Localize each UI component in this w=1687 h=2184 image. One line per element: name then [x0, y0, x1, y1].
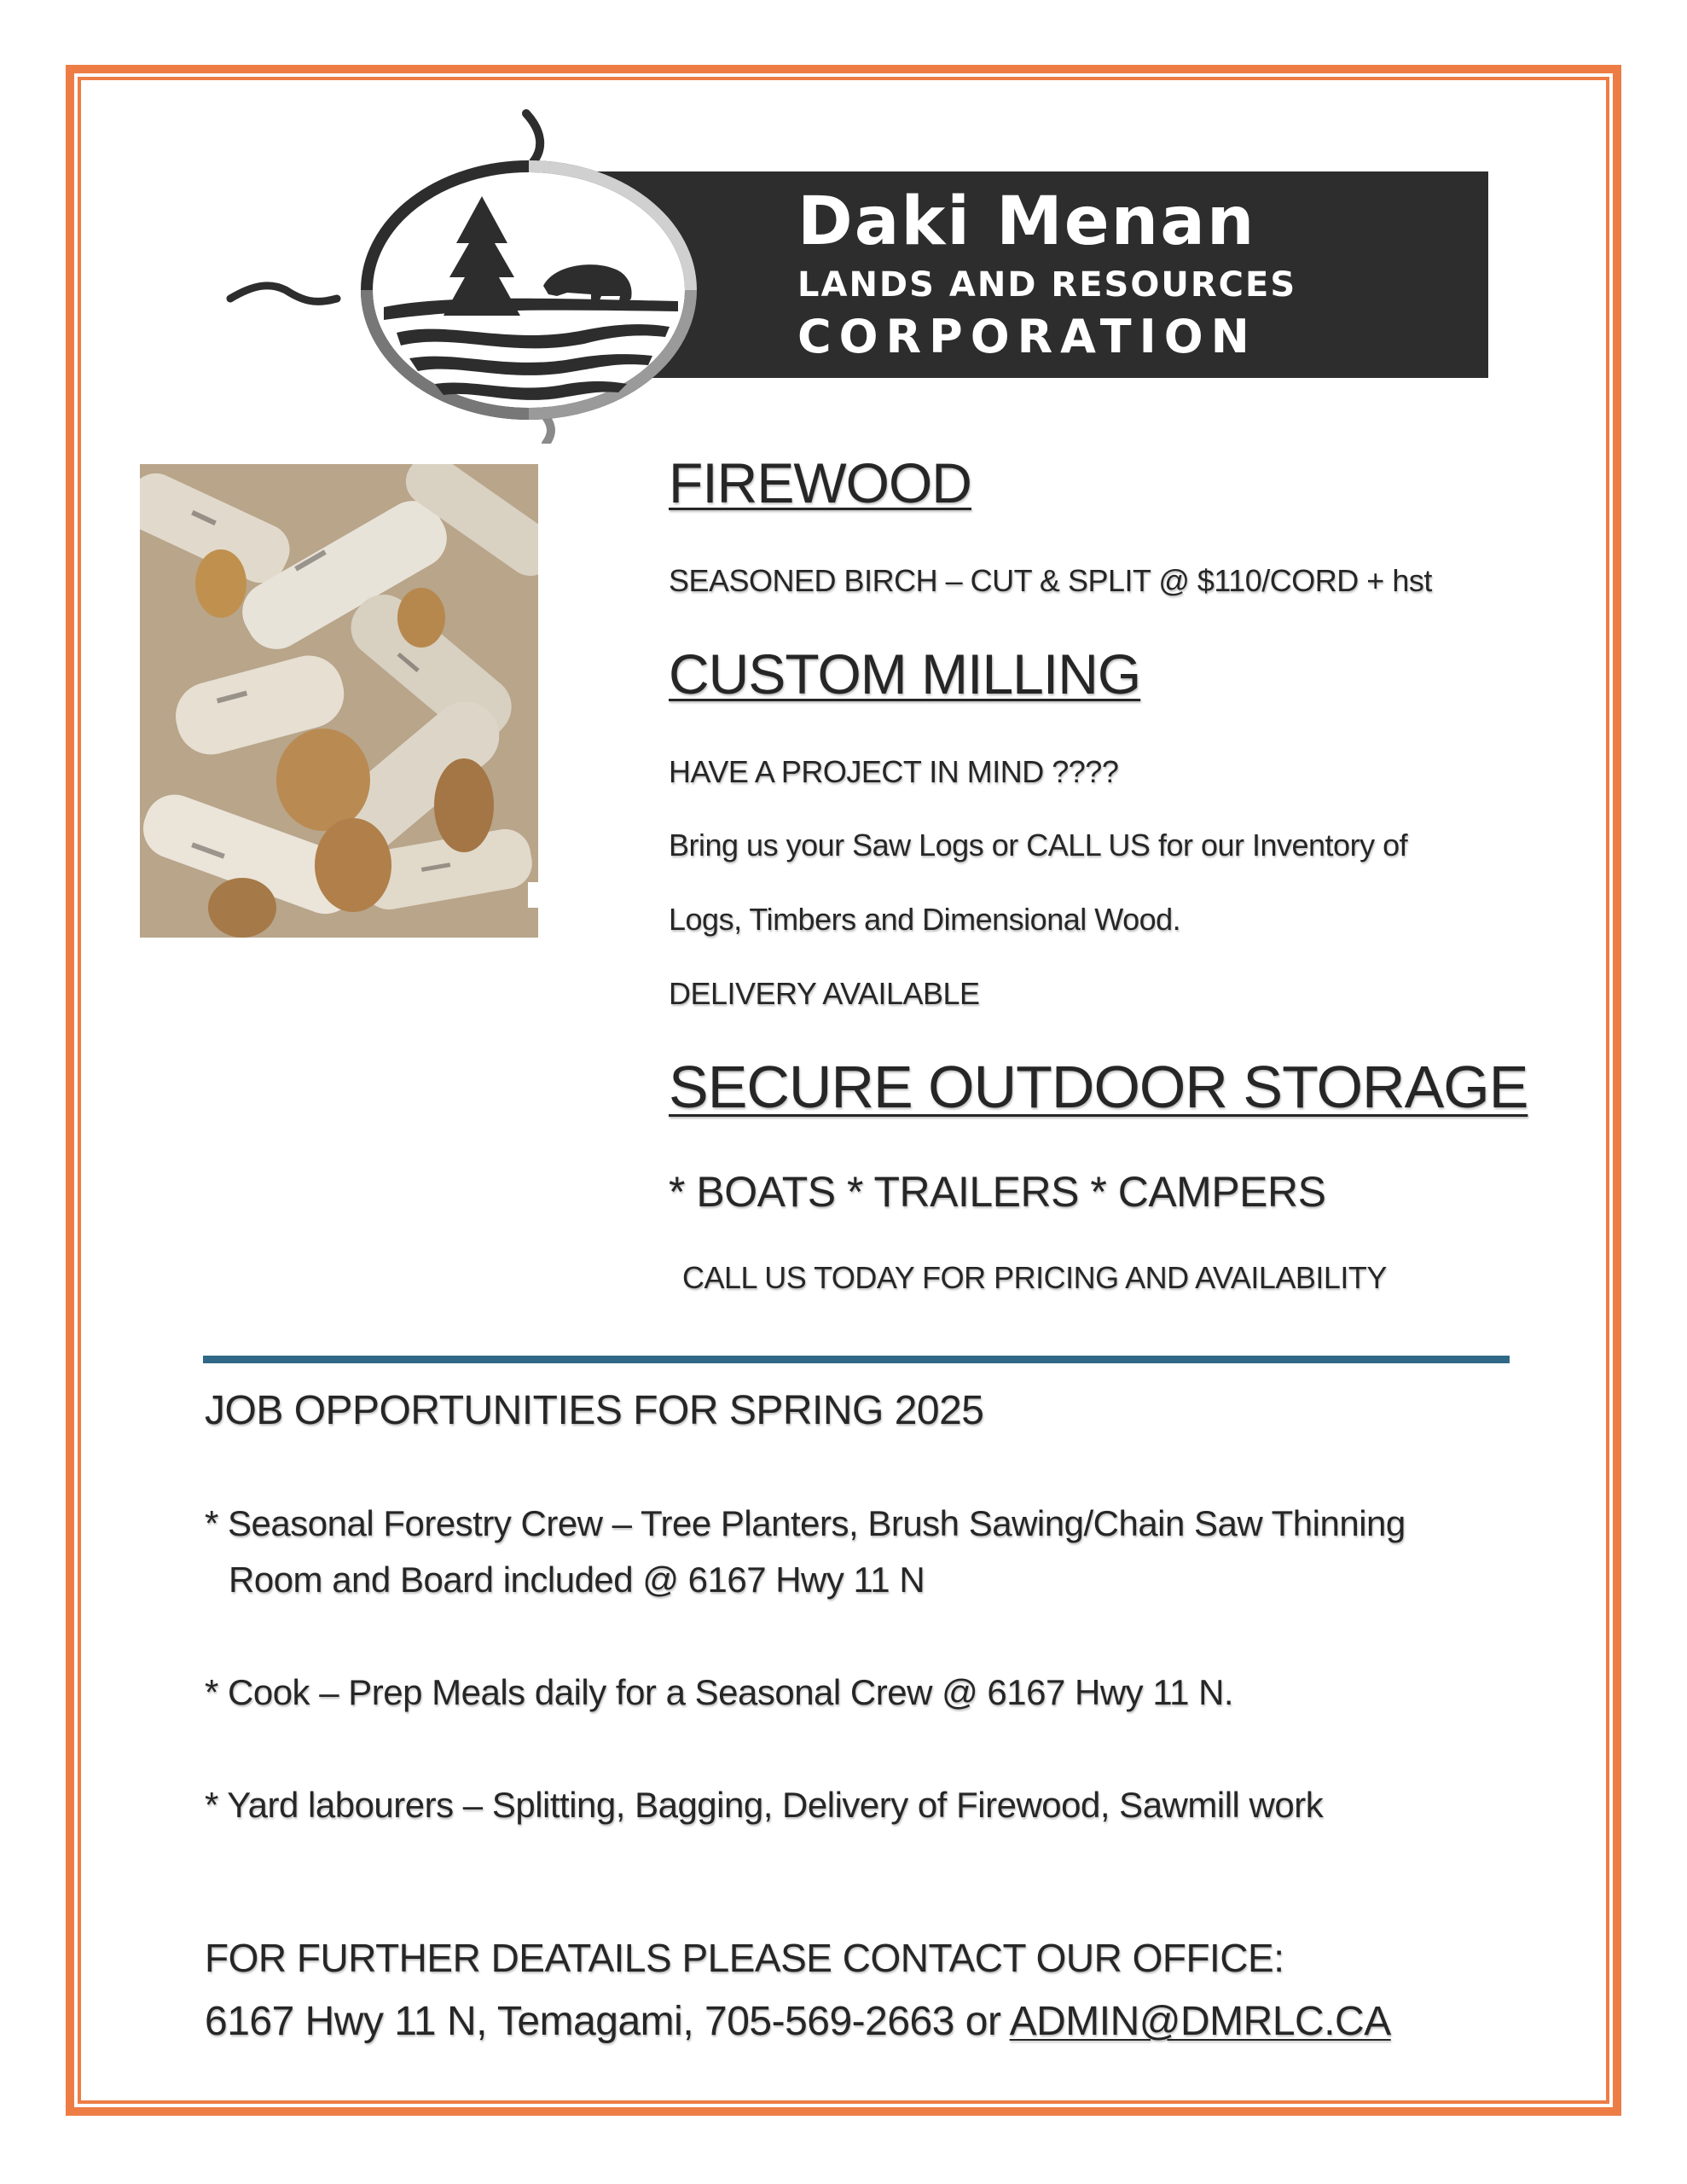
milling-question: HAVE A PROJECT IN MIND ????: [669, 754, 1119, 789]
firewood-price: SEASONED BIRCH – CUT & SPLIT @ $110/CORD + hst: [669, 563, 1432, 598]
storage-heading: SECURE OUTDOOR STORAGE: [669, 1054, 1528, 1120]
job-item-yard: * Yard labourers – Splitting, Bagging, Delivery of Firewood, Sawmill work: [205, 1785, 1324, 1825]
logo-subtitle: LANDS AND RESOURCES: [797, 265, 1297, 305]
company-logo: [226, 107, 1488, 444]
logo-corporation: CORPORATION: [797, 310, 1257, 363]
milling-text-2: Logs, Timbers and Dimensional Wood.: [669, 902, 1181, 937]
logo-title: Daki Menan: [797, 183, 1256, 260]
job-item-forestry-detail: Room and Board included @ 6167 Hwy 11 N: [229, 1560, 925, 1600]
jobs-heading: JOB OPPORTUNITIES FOR SPRING 2025: [205, 1388, 984, 1433]
contact-line: [205, 1998, 1391, 2045]
job-item-cook: * Cook – Prep Meals daily for a Seasonal Crew @ 6167 Hwy 11 N.: [205, 1672, 1234, 1712]
firewood-photo: [140, 464, 538, 938]
contact-email-link[interactable]: ADMIN@DMRLC.CA: [1009, 1999, 1391, 2044]
contact-address: 6167 Hwy 11 N, Temagami, 705-569-2663 or: [205, 1999, 1010, 2044]
storage-items: * BOATS * TRAILERS * CAMPERS: [669, 1168, 1326, 1216]
storage-call: CALL US TODAY FOR PRICING AND AVAILABILITY: [682, 1260, 1387, 1295]
milling-text-1: Bring us your Saw Logs or CALL US for our Inventory of: [669, 828, 1408, 863]
custom-milling-heading: CUSTOM MILLING: [669, 642, 1141, 706]
firewood-heading: FIREWOOD: [669, 451, 971, 514]
section-divider: [203, 1356, 1510, 1363]
job-item-forestry: * Seasonal Forestry Crew – Tree Planters, Brush Sawing/Chain Saw Thinning: [205, 1503, 1406, 1543]
contact-heading: FOR FURTHER DEATAILS PLEASE CONTACT OUR OFFICE:: [205, 1936, 1284, 1980]
delivery-available: DELIVERY AVAILABLE: [669, 976, 980, 1011]
birch-logs-image: [140, 464, 538, 938]
